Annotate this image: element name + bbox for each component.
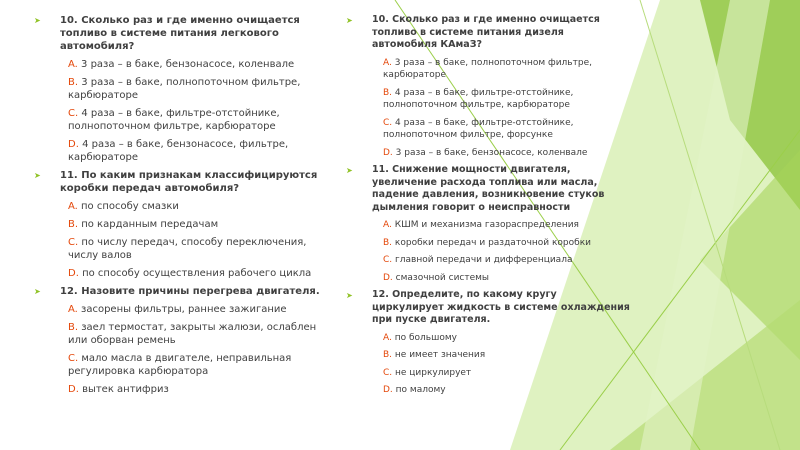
question-text: 11. Снижение мощности двигателя, увеличение расхода топлива или масла, падение давления, возникновение стуков дымления говорит о неисправности — [372, 164, 605, 213]
left-column — [34, 14, 334, 401]
arrow-bullet-icon: ➤ — [34, 16, 41, 25]
answer-option-d: D. вытек антифриз — [68, 384, 169, 395]
arrow-bullet-icon: ➤ — [34, 287, 41, 296]
answer-option-a: A. по способу смазки — [68, 201, 179, 212]
answer-option-b: B. коробки передач и раздаточной коробки — [383, 237, 591, 248]
question-block-12 — [346, 289, 631, 397]
answer-option-a: A. 3 раза – в баке, полнопоточном фильтре, карбюраторе — [383, 57, 592, 80]
question-text: 12. Назовите причины перегрева двигателя. — [60, 286, 320, 297]
right-column — [346, 14, 631, 402]
answer-option-c: C. мало масла в двигателе, неправильная регулировка карбюратора — [68, 353, 292, 377]
question-block-11 — [346, 164, 631, 284]
question-block-11 — [34, 169, 334, 280]
answer-option-d: D. по малому — [383, 385, 446, 395]
answer-option-c: C. главной передачи и дифференциала — [383, 255, 573, 265]
answer-option-c: C. по числу передач, способу переключения, числу валов — [68, 237, 307, 261]
answer-option-c: C. 4 раза – в баке, фильтре-отстойнике, полнопоточном фильтре, карбюраторе — [68, 108, 280, 132]
question-text: 10. Сколько раз и где именно очищается топливо в системе питания дизеля автомобиля КАмаЗ? — [372, 14, 600, 50]
question-block-10 — [346, 14, 631, 159]
answer-option-d: D. 3 раза – в баке, бензонасосе, коленвале — [383, 147, 588, 158]
answer-option-d: D. по способу осуществления рабочего цикла — [68, 268, 312, 279]
answer-option-d: D. 4 раза – в баке, бензонасосе, фильтре, карбюраторе — [68, 139, 289, 163]
question-block-10 — [34, 14, 334, 164]
arrow-bullet-icon: ➤ — [346, 16, 353, 25]
question-text: 11. По каким признакам классифицируются коробки передач автомобиля? — [60, 170, 318, 194]
answer-option-b: B. 3 раза – в баке, полнопоточном фильтре, карбюраторе — [68, 77, 301, 101]
question-block-12 — [34, 285, 334, 396]
arrow-bullet-icon: ➤ — [346, 291, 353, 300]
answer-option-a: A. 3 раза – в баке, бензонасосе, коленвале — [68, 59, 295, 70]
answer-option-d: D. смазочной системы — [383, 272, 490, 283]
arrow-bullet-icon: ➤ — [346, 166, 353, 175]
arrow-bullet-icon: ➤ — [34, 171, 41, 180]
answer-option-b: B. 4 раза – в баке, фильтре-отстойнике, полнопоточном фильтре, карбюраторе — [383, 87, 574, 110]
answer-option-c: C. не циркулирует — [383, 367, 472, 378]
question-text: 12. Определите, по какому кругу циркулирует жидкость в системе охлаждения при пуске двигателя. — [372, 289, 630, 325]
answer-option-a: A. по большому — [383, 332, 457, 343]
answer-option-b: B. не имеет значения — [383, 350, 486, 360]
answer-option-a: A. КШМ и механизма газораспределения — [383, 220, 579, 230]
answer-option-b: B. заел термостат, закрыты жалюзи, ослаблен или оборван ремень — [68, 322, 317, 346]
answer-option-c: C. 4 раза – в баке, фильтре-отстойнике, полнопоточном фильтре, форсунке — [383, 117, 574, 140]
answer-option-a: A. засорены фильтры, раннее зажигание — [68, 304, 287, 315]
question-text: 10. Сколько раз и где именно очищается топливо в системе питания легкового автомобиля? — [60, 15, 300, 52]
answer-option-b: B. по карданным передачам — [68, 219, 219, 230]
